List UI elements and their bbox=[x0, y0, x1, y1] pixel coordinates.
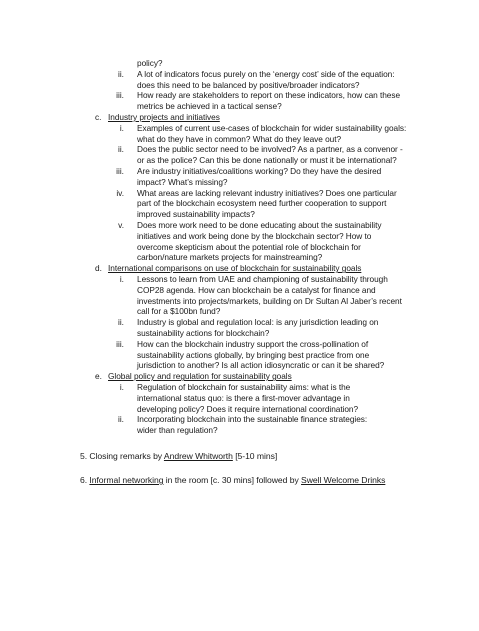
swell-welcome-drinks-link[interactable]: Swell Welcome Drinks bbox=[301, 475, 386, 485]
item-text-line: improved sustainability impacts? bbox=[137, 209, 255, 220]
item-text-line: Incorporating blockchain into the sustainable finance strategies: bbox=[137, 414, 368, 425]
item-text-line: A lot of indicators focus purely on the ‘energy cost’ side of the equation: bbox=[137, 68, 395, 79]
networking-line bbox=[80, 475, 385, 486]
item-text-line: international status quo: is there a first-mover advantage in bbox=[137, 392, 350, 403]
item-numeral: iii. bbox=[116, 338, 124, 349]
item-text-line: Does more work need to be done educating about the sustainability bbox=[137, 220, 382, 230]
section-title[interactable]: International comparisons on use of blockchain for sustainability goals bbox=[108, 263, 362, 274]
item-text-line: Lessons to learn from UAE and championing of sustainability through bbox=[137, 274, 388, 284]
item-text-line: carbon/nature markets projects for mainstreaming? bbox=[137, 252, 323, 263]
item-text-line: initiatives and work being done by the blockchain sector? How to bbox=[137, 230, 372, 241]
item-text-line: wider than regulation? bbox=[137, 425, 218, 436]
item-numeral: iii. bbox=[116, 90, 124, 101]
item-numeral: iii. bbox=[116, 166, 124, 176]
closing-remarks-text: 5. Closing remarks by bbox=[80, 451, 164, 461]
closing-remarks-duration: [5-10 mins] bbox=[232, 451, 278, 461]
item-numeral: i. bbox=[119, 274, 124, 284]
item-text-line: Examples of current use-cases of blockchain for wider sustainability goals: bbox=[137, 122, 407, 133]
item-numeral: iv. bbox=[116, 187, 124, 198]
item-text-line: Industry is global and regulation local: is any jurisdiction leading on bbox=[137, 317, 379, 328]
item-numeral: ii. bbox=[118, 414, 124, 425]
item-text-line: impact? What’s missing? bbox=[137, 176, 228, 187]
section-title[interactable]: Industry projects and initiatives bbox=[108, 112, 220, 122]
item-text-line: investments into projects/markets, building on Dr Sultan Al Jaber’s recent bbox=[137, 295, 402, 306]
continued-text-line: policy? bbox=[137, 58, 163, 68]
item-text-line: Does the public sector need to be involved? As a partner, as a convenor - bbox=[137, 144, 403, 155]
item-text-line: sustainability actions globally, by bringing best practice from one bbox=[137, 349, 370, 360]
item-text-line: does this need to be balanced by positive/broader indicators? bbox=[137, 79, 360, 90]
item-text-line: What areas are lacking relevant industry initiatives? Does one particular bbox=[137, 187, 397, 198]
item-text-line: How ready are stakeholders to report on these indicators, how can these bbox=[137, 90, 401, 101]
andrew-whitworth-link[interactable]: Andrew Whitworth bbox=[163, 451, 233, 461]
item-text-line: what do they have in common? What do they leave out? bbox=[137, 133, 342, 144]
item-text-line: COP28 agenda. How can blockchain be a catalyst for finance and bbox=[137, 284, 376, 295]
networking-number: 6. bbox=[80, 475, 90, 485]
item-numeral: v. bbox=[118, 220, 124, 230]
item-numeral: i. bbox=[119, 122, 124, 133]
item-numeral: ii. bbox=[118, 68, 124, 79]
informal-networking-link[interactable]: Informal networking bbox=[89, 475, 164, 485]
networking-text: in the room [c. 30 mins] followed by bbox=[163, 475, 302, 485]
item-numeral: i. bbox=[119, 382, 124, 392]
item-text-line: call for a $100bn fund? bbox=[137, 306, 221, 317]
item-text-line: jurisdiction to another? Is all action idiosyncratic or can it be shared? bbox=[137, 360, 385, 371]
item-text-line: or as the police? Can this be done nationally or must it be international? bbox=[137, 155, 397, 166]
section-letter: c. bbox=[95, 112, 102, 122]
item-text-line: Regulation of blockchain for sustainability aims: what is the bbox=[137, 382, 351, 392]
item-numeral: ii. bbox=[118, 144, 124, 155]
section-letter: d. bbox=[95, 263, 102, 274]
section-letter: e. bbox=[95, 371, 102, 382]
closing-remarks-line bbox=[80, 451, 277, 462]
item-text-line: How can the blockchain industry support the cross-pollination of bbox=[137, 338, 369, 349]
item-text-line: developing policy? Does it require international coordination? bbox=[137, 403, 359, 414]
item-text-line: metrics be achieved in a tactical sense? bbox=[137, 101, 282, 112]
item-text-line: overcome skepticism about the potential role of blockchain for bbox=[137, 241, 361, 252]
section-title[interactable]: Global policy and regulation for sustainability goals bbox=[108, 371, 292, 382]
item-text-line: Are industry initiatives/coalitions working? Do they have the desired bbox=[137, 166, 382, 176]
item-text-line: sustainability actions for blockchain? bbox=[137, 328, 270, 338]
item-text-line: part of the blockchain ecosystem need further cooperation to support bbox=[137, 198, 387, 209]
item-numeral: ii. bbox=[118, 317, 124, 328]
